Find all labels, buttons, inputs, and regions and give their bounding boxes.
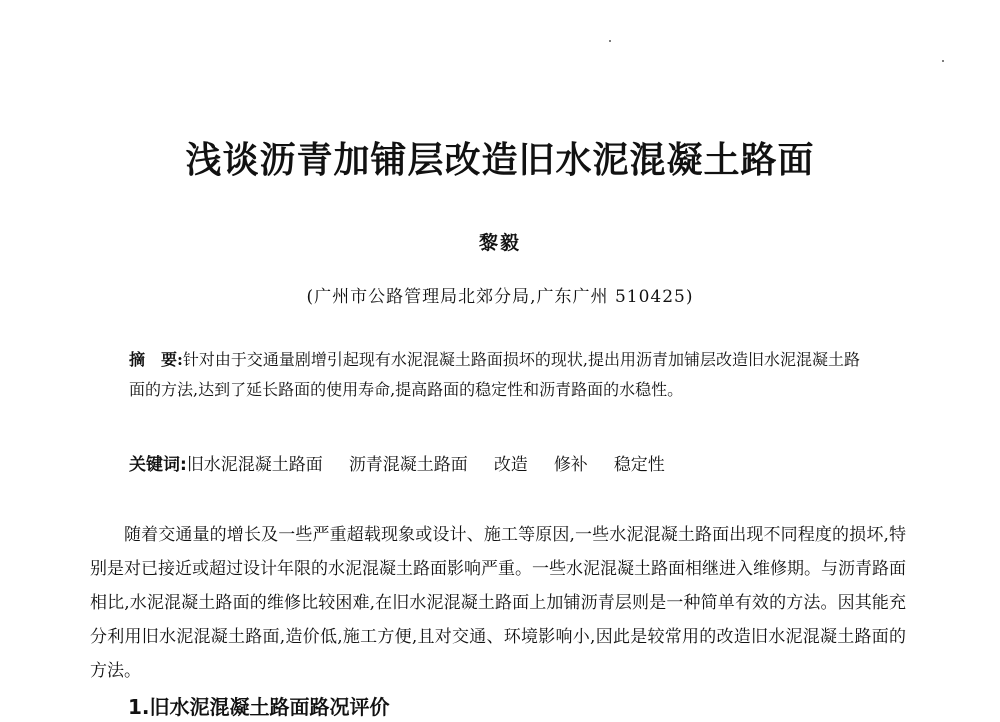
abstract-label: 摘 要: (129, 350, 183, 369)
keyword-item: 旧水泥混凝土路面 (186, 455, 323, 475)
keywords-label: 关键词: (129, 455, 187, 475)
keyword-item: 沥青混凝土路面 (348, 455, 468, 475)
keyword-item: 稳定性 (613, 455, 665, 475)
paper-title: 浅谈沥青加铺层改造旧水泥混凝土路面 (185, 139, 815, 181)
author-affiliation: (广州市公路管理局北郊分局,广东广州 510425) (306, 287, 694, 307)
scan-speck (609, 40, 611, 42)
keyword-item: 改造 (493, 455, 528, 475)
keywords-block (129, 452, 869, 478)
scan-speck (942, 60, 944, 62)
section-heading: 1.旧水泥混凝土路面路况评价 (128, 695, 390, 719)
abstract-block (129, 345, 869, 405)
keyword-item: 修补 (553, 455, 588, 475)
author-name: 黎毅 (478, 232, 521, 254)
abstract-text: 针对由于交通量剧增引起现有水泥混凝土路面损坏的现状,提出用沥青加铺层改造旧水泥混凝土路面的方法,达到了延长路面的使用寿命,提高路面的稳定性和沥青路面的水稳性。 (129, 350, 861, 399)
body-paragraph: 随着交通量的增长及一些严重超载现象或设计、施工等原因,一些水泥混凝土路面出现不同程度的损坏,特别是对已接近或超过设计年限的水泥混凝土路面影响严重。一些水泥混凝土路面相继进入维修期。与沥青路面相比,水泥混凝土路面的维修比较困难,在旧水泥混凝土路面上加铺沥青层则是一种简单有效的方法。因其能充分利用旧水泥混凝土路面,造价低,施工方便,且对交通、环境影响小,因此是较常用的改造旧水泥混凝土路面的方法。 (90, 525, 906, 681)
